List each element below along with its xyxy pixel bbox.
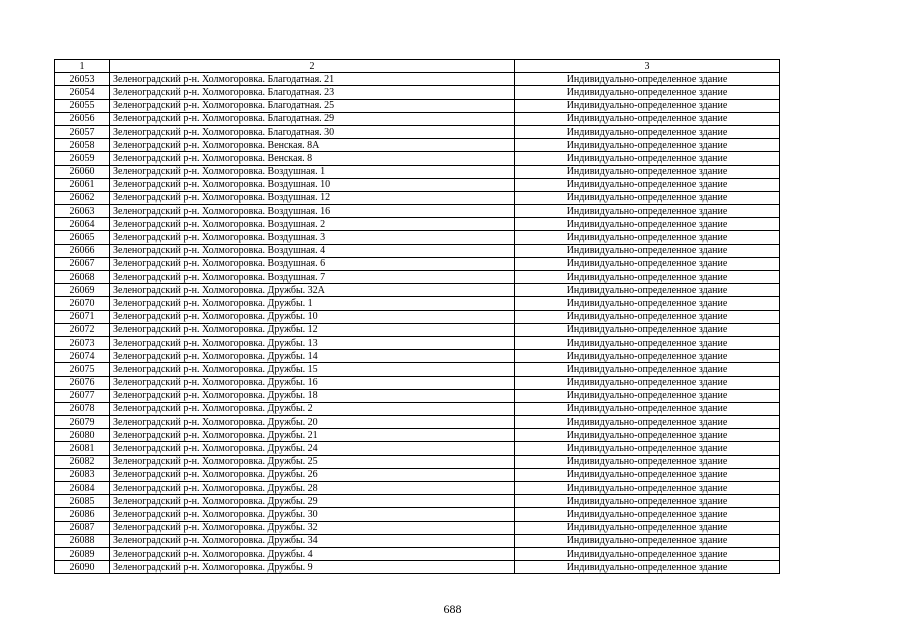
- address-cell: Зеленоградский р-н. Холмогоровка. Дружбы. 14: [110, 350, 515, 363]
- table-row: [55, 402, 780, 415]
- table-row: [55, 178, 780, 191]
- row-number: 26088: [55, 534, 110, 547]
- row-number: 26072: [55, 323, 110, 336]
- row-number: 26080: [55, 429, 110, 442]
- object-type-cell: Индивидуально-определенное здание: [515, 244, 780, 257]
- address-cell: Зеленоградский р-н. Холмогоровка. Дружбы. 4: [110, 547, 515, 560]
- table-row: [55, 350, 780, 363]
- address-cell: Зеленоградский р-н. Холмогоровка. Дружбы. 34: [110, 534, 515, 547]
- property-table: [54, 59, 780, 574]
- address-cell: Зеленоградский р-н. Холмогоровка. Дружбы. 1: [110, 297, 515, 310]
- address-cell: Зеленоградский р-н. Холмогоровка. Дружбы. 9: [110, 561, 515, 574]
- table-row: [55, 99, 780, 112]
- address-cell: Зеленоградский р-н. Холмогоровка. Воздушная. 2: [110, 218, 515, 231]
- row-number: 26054: [55, 86, 110, 99]
- table-row: [55, 205, 780, 218]
- table-row: [55, 521, 780, 534]
- row-number: 26064: [55, 218, 110, 231]
- address-cell: Зеленоградский р-н. Холмогоровка. Воздушная. 7: [110, 271, 515, 284]
- address-cell: Зеленоградский р-н. Холмогоровка. Дружбы. 32А: [110, 284, 515, 297]
- object-type-cell: Индивидуально-определенное здание: [515, 521, 780, 534]
- address-cell: Зеленоградский р-н. Холмогоровка. Дружбы. 21: [110, 429, 515, 442]
- address-cell: Зеленоградский р-н. Холмогоровка. Воздушная. 1: [110, 165, 515, 178]
- row-number: 26084: [55, 482, 110, 495]
- row-number: 26085: [55, 495, 110, 508]
- object-type-cell: Индивидуально-определенное здание: [515, 534, 780, 547]
- column-header-2: 2: [110, 60, 515, 73]
- address-cell: Зеленоградский р-н. Холмогоровка. Дружбы. 10: [110, 310, 515, 323]
- table-row: [55, 336, 780, 349]
- table-row: [55, 284, 780, 297]
- object-type-cell: Индивидуально-определенное здание: [515, 73, 780, 86]
- row-number: 26055: [55, 99, 110, 112]
- row-number: 26068: [55, 271, 110, 284]
- object-type-cell: Индивидуально-определенное здание: [515, 139, 780, 152]
- object-type-cell: Индивидуально-определенное здание: [515, 429, 780, 442]
- object-type-cell: Индивидуально-определенное здание: [515, 152, 780, 165]
- object-type-cell: Индивидуально-определенное здание: [515, 350, 780, 363]
- object-type-cell: Индивидуально-определенное здание: [515, 231, 780, 244]
- object-type-cell: Индивидуально-определенное здание: [515, 389, 780, 402]
- address-cell: Зеленоградский р-н. Холмогоровка. Венская. 8А: [110, 139, 515, 152]
- row-number: 26087: [55, 521, 110, 534]
- table-row: [55, 389, 780, 402]
- address-cell: Зеленоградский р-н. Холмогоровка. Воздушная. 6: [110, 257, 515, 270]
- object-type-cell: Индивидуально-определенное здание: [515, 495, 780, 508]
- address-cell: Зеленоградский р-н. Холмогоровка. Дружбы. 2: [110, 402, 515, 415]
- row-number: 26057: [55, 125, 110, 138]
- object-type-cell: Индивидуально-определенное здание: [515, 86, 780, 99]
- object-type-cell: Индивидуально-определенное здание: [515, 416, 780, 429]
- row-number: 26077: [55, 389, 110, 402]
- row-number: 26067: [55, 257, 110, 270]
- table-row: [55, 468, 780, 481]
- row-number: 26058: [55, 139, 110, 152]
- object-type-cell: Индивидуально-определенное здание: [515, 323, 780, 336]
- object-type-cell: Индивидуально-определенное здание: [515, 468, 780, 481]
- row-number: 26062: [55, 191, 110, 204]
- table-row: [55, 112, 780, 125]
- row-number: 26056: [55, 112, 110, 125]
- row-number: 26053: [55, 73, 110, 86]
- table-row: [55, 297, 780, 310]
- address-cell: Зеленоградский р-н. Холмогоровка. Дружбы. 29: [110, 495, 515, 508]
- table-row: [55, 323, 780, 336]
- row-number: 26081: [55, 442, 110, 455]
- address-cell: Зеленоградский р-н. Холмогоровка. Воздушная. 4: [110, 244, 515, 257]
- table-row: [55, 310, 780, 323]
- table-row: [55, 547, 780, 560]
- table-row: [55, 73, 780, 86]
- address-cell: Зеленоградский р-н. Холмогоровка. Венская. 8: [110, 152, 515, 165]
- row-number: 26061: [55, 178, 110, 191]
- row-number: 26059: [55, 152, 110, 165]
- page-number: 688: [443, 602, 462, 616]
- object-type-cell: Индивидуально-определенное здание: [515, 165, 780, 178]
- address-cell: Зеленоградский р-н. Холмогоровка. Благодатная. 21: [110, 73, 515, 86]
- header-row: [55, 60, 780, 73]
- table-row: [55, 363, 780, 376]
- address-cell: Зеленоградский р-н. Холмогоровка. Воздушная. 10: [110, 178, 515, 191]
- row-number: 26090: [55, 561, 110, 574]
- table-row: [55, 376, 780, 389]
- address-cell: Зеленоградский р-н. Холмогоровка. Благодатная. 29: [110, 112, 515, 125]
- object-type-cell: Индивидуально-определенное здание: [515, 284, 780, 297]
- object-type-cell: Индивидуально-определенное здание: [515, 218, 780, 231]
- table-row: [55, 125, 780, 138]
- table-body: [55, 73, 780, 574]
- table-row: [55, 218, 780, 231]
- row-number: 26063: [55, 205, 110, 218]
- address-cell: Зеленоградский р-н. Холмогоровка. Дружбы. 28: [110, 482, 515, 495]
- address-cell: Зеленоградский р-н. Холмогоровка. Дружбы. 26: [110, 468, 515, 481]
- table-row: [55, 561, 780, 574]
- row-number: 26075: [55, 363, 110, 376]
- object-type-cell: Индивидуально-определенное здание: [515, 376, 780, 389]
- address-cell: Зеленоградский р-н. Холмогоровка. Дружбы. 32: [110, 521, 515, 534]
- row-number: 26076: [55, 376, 110, 389]
- table-row: [55, 416, 780, 429]
- table-row: [55, 534, 780, 547]
- address-cell: Зеленоградский р-н. Холмогоровка. Дружбы. 18: [110, 389, 515, 402]
- object-type-cell: Индивидуально-определенное здание: [515, 547, 780, 560]
- row-number: 26086: [55, 508, 110, 521]
- object-type-cell: Индивидуально-определенное здание: [515, 561, 780, 574]
- row-number: 26071: [55, 310, 110, 323]
- row-number: 26066: [55, 244, 110, 257]
- object-type-cell: Индивидуально-определенное здание: [515, 99, 780, 112]
- row-number: 26078: [55, 402, 110, 415]
- table-row: [55, 244, 780, 257]
- address-cell: Зеленоградский р-н. Холмогоровка. Воздушная. 3: [110, 231, 515, 244]
- table-row: [55, 442, 780, 455]
- object-type-cell: Индивидуально-определенное здание: [515, 508, 780, 521]
- row-number: 26065: [55, 231, 110, 244]
- object-type-cell: Индивидуально-определенное здание: [515, 336, 780, 349]
- object-type-cell: Индивидуально-определенное здание: [515, 191, 780, 204]
- address-cell: Зеленоградский р-н. Холмогоровка. Дружбы. 13: [110, 336, 515, 349]
- row-number: 26069: [55, 284, 110, 297]
- object-type-cell: Индивидуально-определенное здание: [515, 482, 780, 495]
- object-type-cell: Индивидуально-определенное здание: [515, 297, 780, 310]
- address-cell: Зеленоградский р-н. Холмогоровка. Воздушная. 12: [110, 191, 515, 204]
- table-row: [55, 495, 780, 508]
- table-row: [55, 508, 780, 521]
- address-cell: Зеленоградский р-н. Холмогоровка. Дружбы. 12: [110, 323, 515, 336]
- address-cell: Зеленоградский р-н. Холмогоровка. Дружбы. 30: [110, 508, 515, 521]
- row-number: 26082: [55, 455, 110, 468]
- object-type-cell: Индивидуально-определенное здание: [515, 271, 780, 284]
- address-cell: Зеленоградский р-н. Холмогоровка. Дружбы. 16: [110, 376, 515, 389]
- address-cell: Зеленоградский р-н. Холмогоровка. Дружбы. 25: [110, 455, 515, 468]
- address-cell: Зеленоградский р-н. Холмогоровка. Благодатная. 30: [110, 125, 515, 138]
- table-row: [55, 86, 780, 99]
- row-number: 26060: [55, 165, 110, 178]
- object-type-cell: Индивидуально-определенное здание: [515, 442, 780, 455]
- table-row: [55, 482, 780, 495]
- object-type-cell: Индивидуально-определенное здание: [515, 257, 780, 270]
- object-type-cell: Индивидуально-определенное здание: [515, 402, 780, 415]
- table-row: [55, 257, 780, 270]
- address-cell: Зеленоградский р-н. Холмогоровка. Дружбы. 15: [110, 363, 515, 376]
- table-row: [55, 152, 780, 165]
- object-type-cell: Индивидуально-определенное здание: [515, 205, 780, 218]
- table-row: [55, 271, 780, 284]
- address-cell: Зеленоградский р-н. Холмогоровка. Дружбы. 24: [110, 442, 515, 455]
- table-row: [55, 455, 780, 468]
- object-type-cell: Индивидуально-определенное здание: [515, 455, 780, 468]
- table-row: [55, 429, 780, 442]
- row-number: 26089: [55, 547, 110, 560]
- row-number: 26070: [55, 297, 110, 310]
- object-type-cell: Индивидуально-определенное здание: [515, 363, 780, 376]
- row-number: 26083: [55, 468, 110, 481]
- address-cell: Зеленоградский р-н. Холмогоровка. Благодатная. 25: [110, 99, 515, 112]
- row-number: 26079: [55, 416, 110, 429]
- object-type-cell: Индивидуально-определенное здание: [515, 178, 780, 191]
- table-row: [55, 165, 780, 178]
- row-number: 26074: [55, 350, 110, 363]
- table-row: [55, 191, 780, 204]
- row-number: 26073: [55, 336, 110, 349]
- address-cell: Зеленоградский р-н. Холмогоровка. Благодатная. 23: [110, 86, 515, 99]
- column-header-1: 1: [55, 60, 110, 73]
- address-cell: Зеленоградский р-н. Холмогоровка. Воздушная. 16: [110, 205, 515, 218]
- object-type-cell: Индивидуально-определенное здание: [515, 125, 780, 138]
- object-type-cell: Индивидуально-определенное здание: [515, 310, 780, 323]
- address-cell: Зеленоградский р-н. Холмогоровка. Дружбы. 20: [110, 416, 515, 429]
- table-row: [55, 139, 780, 152]
- object-type-cell: Индивидуально-определенное здание: [515, 112, 780, 125]
- column-header-3: 3: [515, 60, 780, 73]
- table-row: [55, 231, 780, 244]
